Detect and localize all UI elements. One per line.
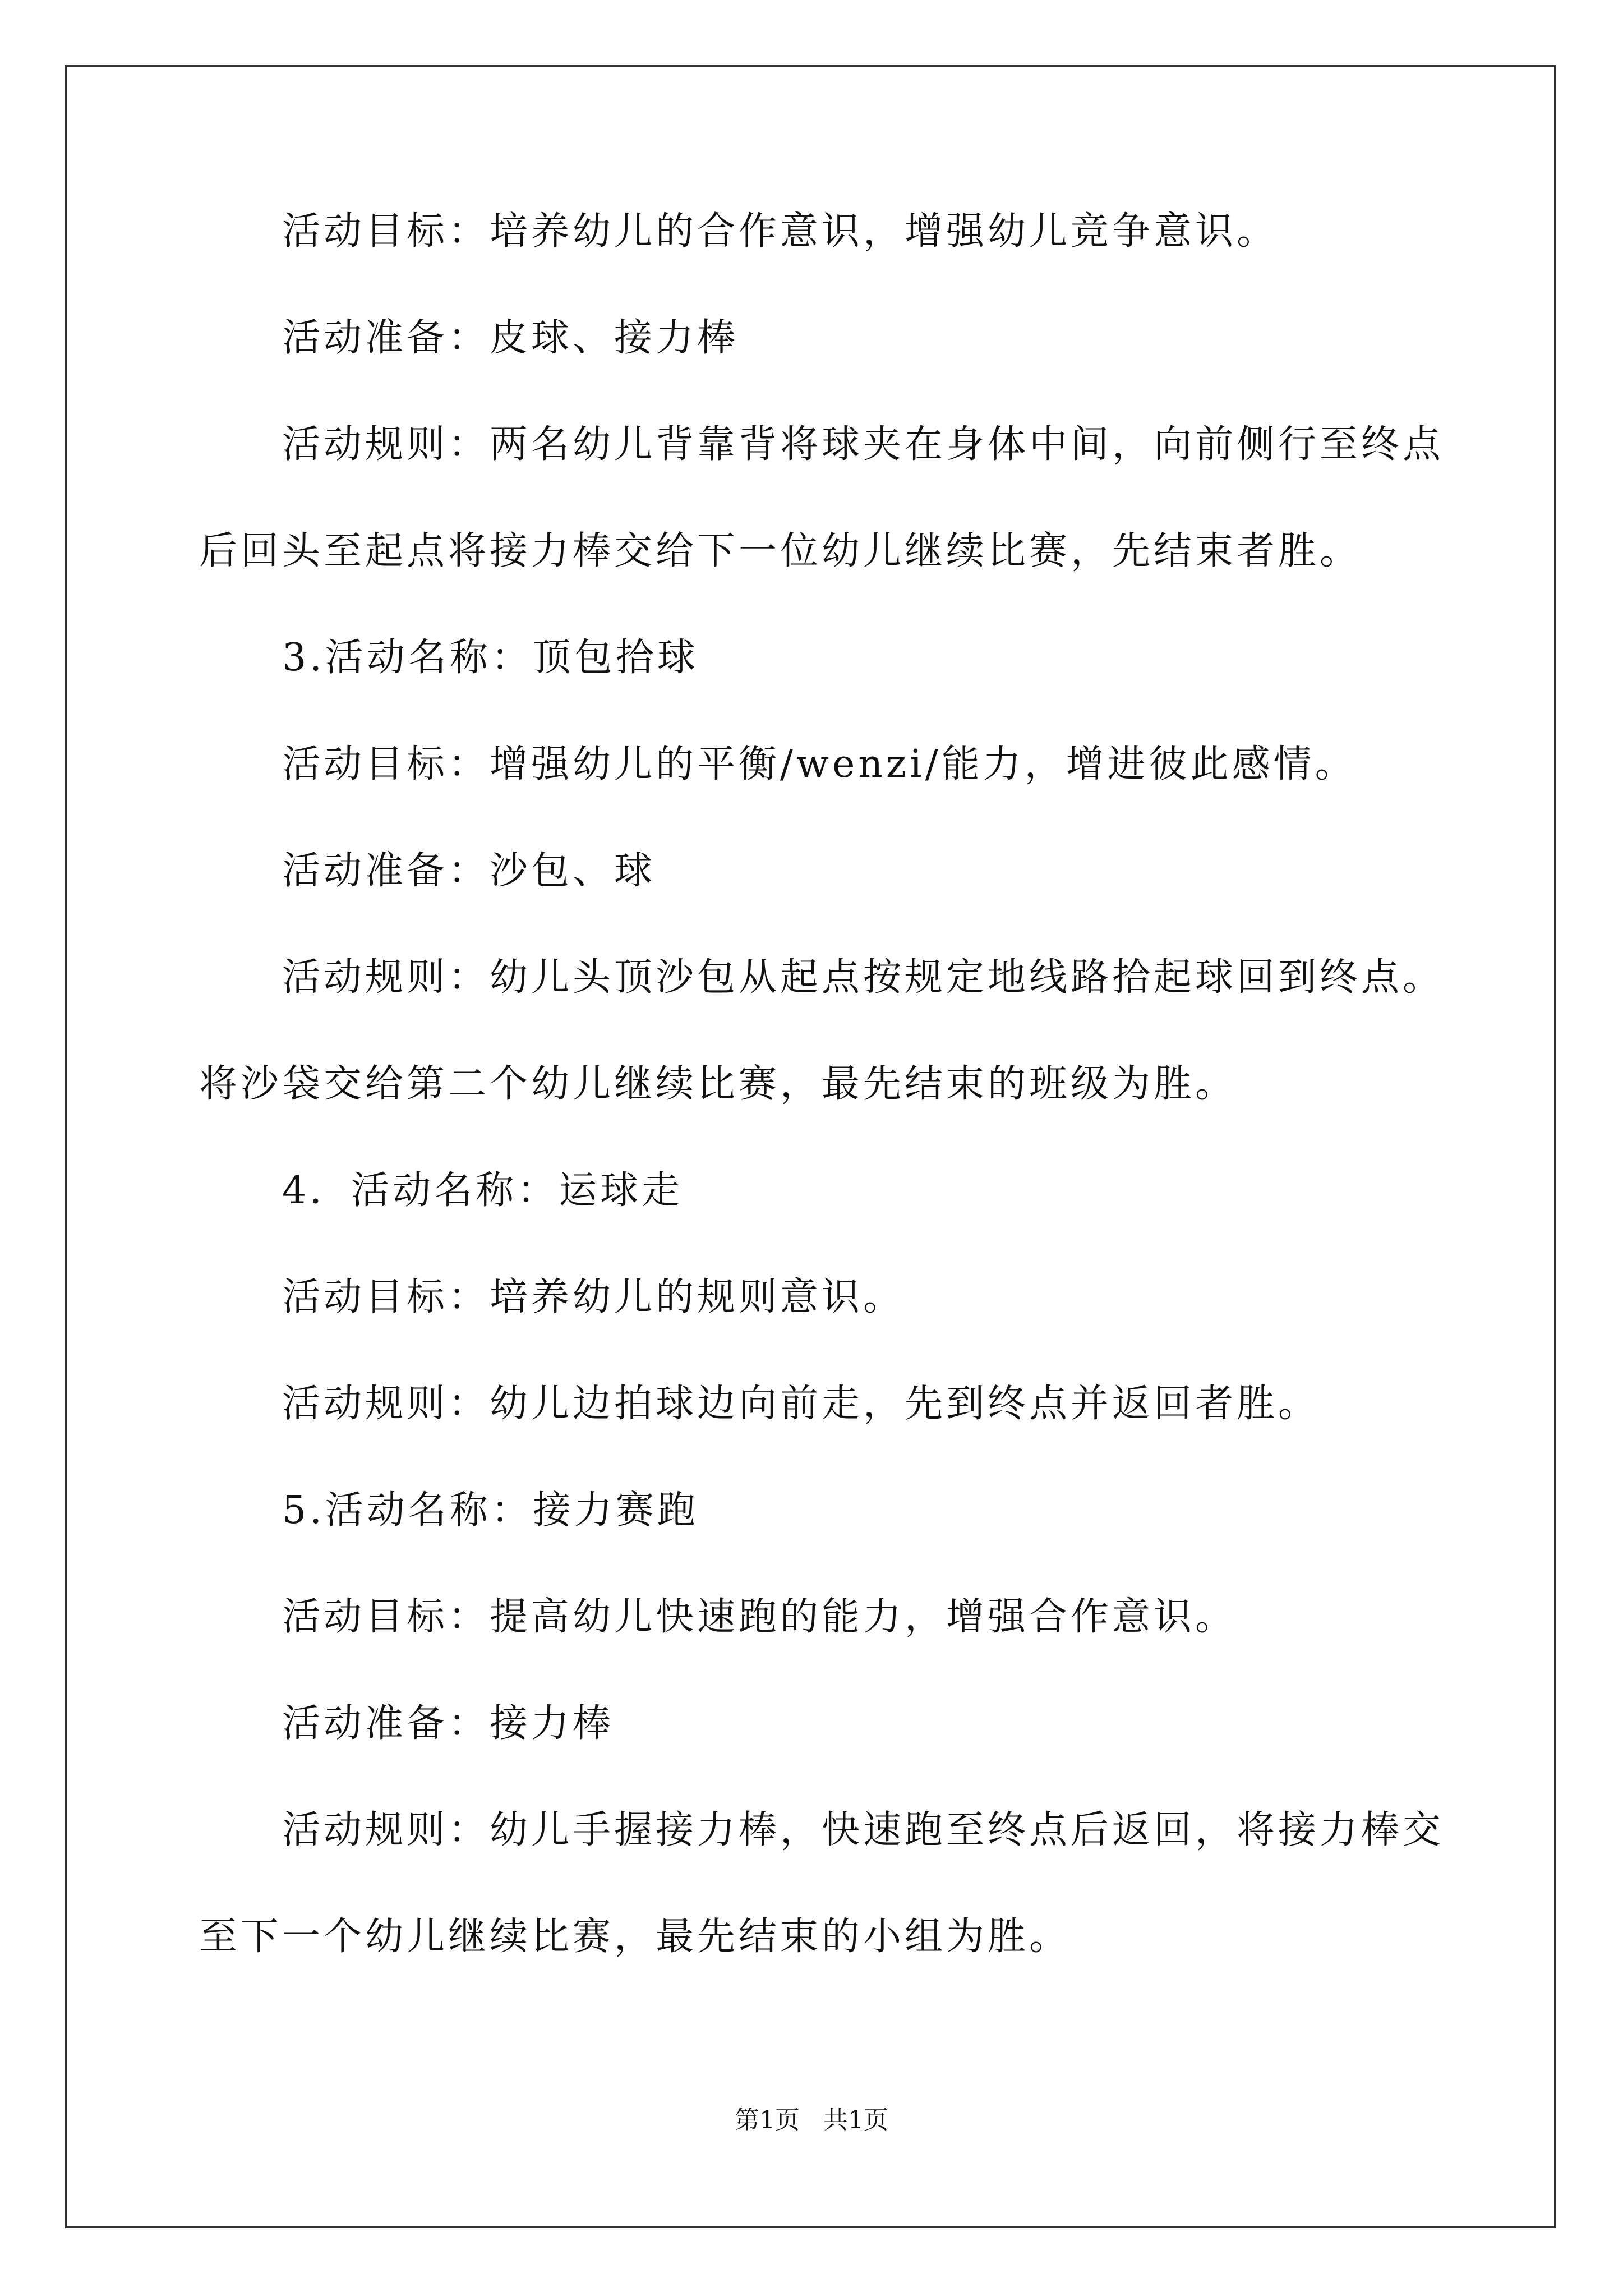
text-line: 活动规则：幼儿边拍球边向前走，先到终点并返回者胜。	[282, 1382, 1320, 1426]
page-number-current: 第1页	[735, 2106, 800, 2134]
text-line: 活动目标：培养幼儿的规则意识。	[282, 1275, 905, 1319]
page-footer	[0, 2104, 1623, 2137]
text-line: 活动目标：提高幼儿快速跑的能力，增强合作意识。	[282, 1595, 1237, 1639]
text-line: 将沙袋交给第二个幼儿继续比赛，最先结束的班级为胜。	[199, 1062, 1237, 1106]
text-line: 活动规则：两名幼儿背靠背将球夹在身体中间，向前侧行至终点	[282, 422, 1445, 467]
text-line: 活动目标：培养幼儿的合作意识，增强幼儿竞争意识。	[282, 209, 1279, 254]
page-number-total: 共1页	[823, 2106, 888, 2134]
text-line: 活动准备：皮球、接力棒	[282, 316, 739, 360]
section-heading: 3.活动名称：顶包拾球	[282, 636, 699, 680]
section-heading: 4．活动名称：运球走	[282, 1168, 684, 1213]
text-line: 后回头至起点将接力棒交给下一位幼儿继续比赛，先结束者胜。	[199, 529, 1362, 573]
text-line: 活动准备：接力棒	[282, 1701, 615, 1746]
text-line: 活动规则：幼儿手握接力棒，快速跑至终点后返回，将接力棒交	[282, 1808, 1445, 1852]
text-line: 活动目标：增强幼儿的平衡/wenzi/能力，增进彼此感情。	[282, 742, 1357, 786]
text-line: 活动规则：幼儿头顶沙包从起点按规定地线路拾起球回到终点。	[282, 955, 1445, 1000]
text-line: 活动准备：沙包、球	[282, 849, 656, 893]
section-heading: 5.活动名称：接力赛跑	[282, 1488, 699, 1533]
text-line: 至下一个幼儿继续比赛，最先结束的小组为胜。	[199, 1915, 1071, 1959]
page-border	[65, 65, 1556, 2228]
